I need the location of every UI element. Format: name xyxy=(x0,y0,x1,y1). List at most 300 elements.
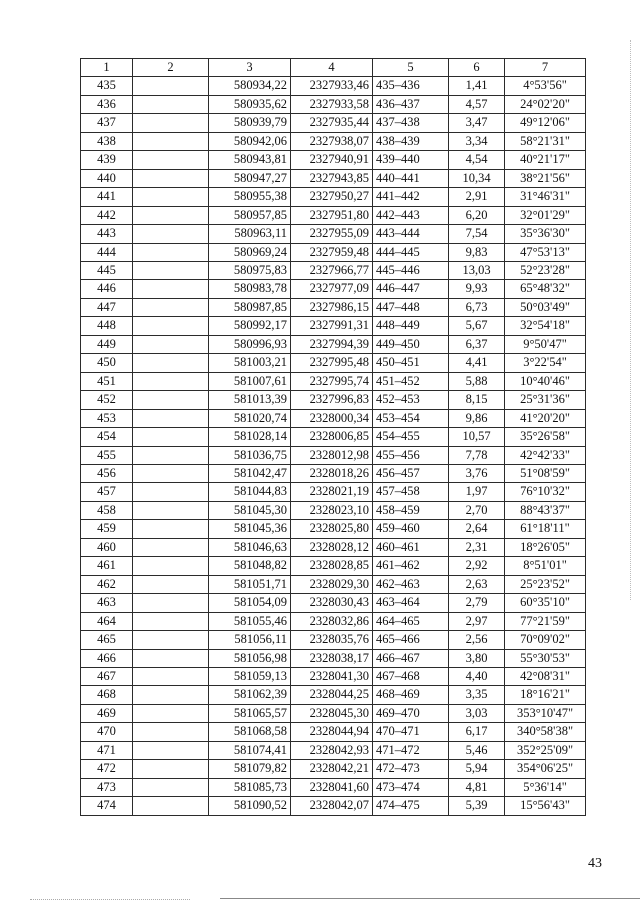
segment-cell: 439–440 xyxy=(373,151,449,169)
blank-cell xyxy=(133,261,209,279)
x-coordinate-cell: 580939,79 xyxy=(209,114,291,132)
distance-cell: 2,64 xyxy=(449,520,505,538)
segment-cell: 449–450 xyxy=(373,335,449,353)
distance-cell: 4,40 xyxy=(449,667,505,685)
x-coordinate-cell: 581013,39 xyxy=(209,391,291,409)
blank-cell xyxy=(133,446,209,464)
column-header: 3 xyxy=(209,59,291,77)
point-number-cell: 469 xyxy=(81,704,133,722)
y-coordinate-cell: 2328041,60 xyxy=(291,778,373,796)
coordinates-table xyxy=(80,58,586,816)
bearing-cell: 3°22'54" xyxy=(505,354,586,372)
table-row xyxy=(81,723,586,741)
x-coordinate-cell: 581020,74 xyxy=(209,409,291,427)
x-coordinate-cell: 581090,52 xyxy=(209,797,291,815)
point-number-cell: 437 xyxy=(81,114,133,132)
bearing-cell: 76°10'32" xyxy=(505,483,586,501)
distance-cell: 9,86 xyxy=(449,409,505,427)
table-row xyxy=(81,335,586,353)
bearing-cell: 354°06'25" xyxy=(505,760,586,778)
point-number-cell: 443 xyxy=(81,225,133,243)
blank-cell xyxy=(133,501,209,519)
x-coordinate-cell: 581003,21 xyxy=(209,354,291,372)
segment-cell: 469–470 xyxy=(373,704,449,722)
segment-cell: 463–464 xyxy=(373,594,449,612)
column-header: 5 xyxy=(373,59,449,77)
table-row xyxy=(81,428,586,446)
distance-cell: 2,79 xyxy=(449,594,505,612)
bearing-cell: 51°08'59" xyxy=(505,464,586,482)
point-number-cell: 458 xyxy=(81,501,133,519)
blank-cell xyxy=(133,169,209,187)
distance-cell: 10,34 xyxy=(449,169,505,187)
distance-cell: 5,39 xyxy=(449,797,505,815)
segment-cell: 471–472 xyxy=(373,741,449,759)
blank-cell xyxy=(133,428,209,446)
y-coordinate-cell: 2328042,07 xyxy=(291,797,373,815)
bearing-cell: 70°09'02" xyxy=(505,631,586,649)
segment-cell: 453–454 xyxy=(373,409,449,427)
table-row xyxy=(81,778,586,796)
distance-cell: 3,03 xyxy=(449,704,505,722)
y-coordinate-cell: 2327996,83 xyxy=(291,391,373,409)
segment-cell: 446–447 xyxy=(373,280,449,298)
table-row xyxy=(81,317,586,335)
y-coordinate-cell: 2328021,19 xyxy=(291,483,373,501)
blank-cell xyxy=(133,594,209,612)
segment-cell: 467–468 xyxy=(373,667,449,685)
point-number-cell: 464 xyxy=(81,612,133,630)
distance-cell: 1,41 xyxy=(449,77,505,95)
table-row xyxy=(81,612,586,630)
segment-cell: 473–474 xyxy=(373,778,449,796)
segment-cell: 459–460 xyxy=(373,520,449,538)
segment-cell: 443–444 xyxy=(373,225,449,243)
bearing-cell: 50°03'49" xyxy=(505,298,586,316)
x-coordinate-cell: 580934,22 xyxy=(209,77,291,95)
x-coordinate-cell: 581062,39 xyxy=(209,686,291,704)
blank-cell xyxy=(133,354,209,372)
bearing-cell: 35°36'30" xyxy=(505,225,586,243)
point-number-cell: 448 xyxy=(81,317,133,335)
bearing-cell: 25°23'52" xyxy=(505,575,586,593)
distance-cell: 3,35 xyxy=(449,686,505,704)
table-row xyxy=(81,188,586,206)
y-coordinate-cell: 2327940,91 xyxy=(291,151,373,169)
distance-cell: 7,54 xyxy=(449,225,505,243)
bearing-cell: 24°02'20" xyxy=(505,95,586,113)
point-number-cell: 474 xyxy=(81,797,133,815)
bearing-cell: 4°53'56" xyxy=(505,77,586,95)
distance-cell: 2,70 xyxy=(449,501,505,519)
y-coordinate-cell: 2327933,58 xyxy=(291,95,373,113)
bearing-cell: 8°51'01" xyxy=(505,557,586,575)
table-row xyxy=(81,391,586,409)
column-header: 7 xyxy=(505,59,586,77)
point-number-cell: 445 xyxy=(81,261,133,279)
distance-cell: 4,54 xyxy=(449,151,505,169)
point-number-cell: 461 xyxy=(81,557,133,575)
x-coordinate-cell: 581068,58 xyxy=(209,723,291,741)
bearing-cell: 25°31'36" xyxy=(505,391,586,409)
y-coordinate-cell: 2328038,17 xyxy=(291,649,373,667)
x-coordinate-cell: 580983,78 xyxy=(209,280,291,298)
blank-cell xyxy=(133,686,209,704)
y-coordinate-cell: 2328045,30 xyxy=(291,704,373,722)
x-coordinate-cell: 581007,61 xyxy=(209,372,291,390)
x-coordinate-cell: 580963,11 xyxy=(209,225,291,243)
point-number-cell: 442 xyxy=(81,206,133,224)
segment-cell: 468–469 xyxy=(373,686,449,704)
y-coordinate-cell: 2327991,31 xyxy=(291,317,373,335)
distance-cell: 5,67 xyxy=(449,317,505,335)
x-coordinate-cell: 581065,57 xyxy=(209,704,291,722)
segment-cell: 448–449 xyxy=(373,317,449,335)
segment-cell: 444–445 xyxy=(373,243,449,261)
distance-cell: 2,56 xyxy=(449,631,505,649)
point-number-cell: 449 xyxy=(81,335,133,353)
blank-cell xyxy=(133,778,209,796)
column-header: 6 xyxy=(449,59,505,77)
bearing-cell: 353°10'47" xyxy=(505,704,586,722)
y-coordinate-cell: 2327938,07 xyxy=(291,132,373,150)
page-number: 43 xyxy=(588,856,602,871)
segment-cell: 438–439 xyxy=(373,132,449,150)
segment-cell: 441–442 xyxy=(373,188,449,206)
x-coordinate-cell: 581051,71 xyxy=(209,575,291,593)
blank-cell xyxy=(133,649,209,667)
x-coordinate-cell: 581056,11 xyxy=(209,631,291,649)
blank-cell xyxy=(133,225,209,243)
bearing-cell: 41°20'20" xyxy=(505,409,586,427)
segment-cell: 436–437 xyxy=(373,95,449,113)
point-number-cell: 457 xyxy=(81,483,133,501)
distance-cell: 2,92 xyxy=(449,557,505,575)
table-row xyxy=(81,594,586,612)
blank-cell xyxy=(133,464,209,482)
y-coordinate-cell: 2328042,93 xyxy=(291,741,373,759)
x-coordinate-cell: 580955,38 xyxy=(209,188,291,206)
y-coordinate-cell: 2327943,85 xyxy=(291,169,373,187)
table-row xyxy=(81,409,586,427)
column-header: 2 xyxy=(133,59,209,77)
point-number-cell: 441 xyxy=(81,188,133,206)
table-header-row xyxy=(81,59,586,77)
x-coordinate-cell: 581059,13 xyxy=(209,667,291,685)
y-coordinate-cell: 2327986,15 xyxy=(291,298,373,316)
distance-cell: 2,97 xyxy=(449,612,505,630)
x-coordinate-cell: 580943,81 xyxy=(209,151,291,169)
distance-cell: 4,57 xyxy=(449,95,505,113)
point-number-cell: 470 xyxy=(81,723,133,741)
table-row xyxy=(81,483,586,501)
point-number-cell: 436 xyxy=(81,95,133,113)
table-row xyxy=(81,520,586,538)
blank-cell xyxy=(133,335,209,353)
distance-cell: 6,37 xyxy=(449,335,505,353)
y-coordinate-cell: 2327966,77 xyxy=(291,261,373,279)
blank-cell xyxy=(133,95,209,113)
y-coordinate-cell: 2328030,43 xyxy=(291,594,373,612)
point-number-cell: 462 xyxy=(81,575,133,593)
bearing-cell: 42°42'33" xyxy=(505,446,586,464)
table-row xyxy=(81,354,586,372)
bearing-cell: 65°48'32" xyxy=(505,280,586,298)
bearing-cell: 42°08'31" xyxy=(505,667,586,685)
bearing-cell: 55°30'53" xyxy=(505,649,586,667)
distance-cell: 13,03 xyxy=(449,261,505,279)
segment-cell: 445–446 xyxy=(373,261,449,279)
point-number-cell: 471 xyxy=(81,741,133,759)
segment-cell: 457–458 xyxy=(373,483,449,501)
table-row xyxy=(81,169,586,187)
point-number-cell: 463 xyxy=(81,594,133,612)
y-coordinate-cell: 2327933,46 xyxy=(291,77,373,95)
segment-cell: 464–465 xyxy=(373,612,449,630)
segment-cell: 442–443 xyxy=(373,206,449,224)
blank-cell xyxy=(133,77,209,95)
point-number-cell: 459 xyxy=(81,520,133,538)
y-coordinate-cell: 2328041,30 xyxy=(291,667,373,685)
x-coordinate-cell: 581028,14 xyxy=(209,428,291,446)
x-coordinate-cell: 581045,36 xyxy=(209,520,291,538)
x-coordinate-cell: 581045,30 xyxy=(209,501,291,519)
point-number-cell: 446 xyxy=(81,280,133,298)
point-number-cell: 466 xyxy=(81,649,133,667)
bearing-cell: 58°21'31" xyxy=(505,132,586,150)
y-coordinate-cell: 2328044,94 xyxy=(291,723,373,741)
table-row xyxy=(81,280,586,298)
distance-cell: 3,47 xyxy=(449,114,505,132)
distance-cell: 5,88 xyxy=(449,372,505,390)
x-coordinate-cell: 581054,09 xyxy=(209,594,291,612)
point-number-cell: 450 xyxy=(81,354,133,372)
y-coordinate-cell: 2327951,80 xyxy=(291,206,373,224)
distance-cell: 7,78 xyxy=(449,446,505,464)
table-row xyxy=(81,686,586,704)
distance-cell: 9,93 xyxy=(449,280,505,298)
blank-cell xyxy=(133,723,209,741)
blank-cell xyxy=(133,280,209,298)
point-number-cell: 465 xyxy=(81,631,133,649)
x-coordinate-cell: 580992,17 xyxy=(209,317,291,335)
blank-cell xyxy=(133,317,209,335)
y-coordinate-cell: 2328032,86 xyxy=(291,612,373,630)
table-row xyxy=(81,464,586,482)
table-row xyxy=(81,446,586,464)
x-coordinate-cell: 581044,83 xyxy=(209,483,291,501)
table-row xyxy=(81,298,586,316)
bearing-cell: 32°01'29" xyxy=(505,206,586,224)
blank-cell xyxy=(133,409,209,427)
segment-cell: 447–448 xyxy=(373,298,449,316)
segment-cell: 451–452 xyxy=(373,372,449,390)
segment-cell: 454–455 xyxy=(373,428,449,446)
y-coordinate-cell: 2328042,21 xyxy=(291,760,373,778)
y-coordinate-cell: 2327950,27 xyxy=(291,188,373,206)
blank-cell xyxy=(133,188,209,206)
y-coordinate-cell: 2328025,80 xyxy=(291,520,373,538)
distance-cell: 1,97 xyxy=(449,483,505,501)
bearing-cell: 60°35'10" xyxy=(505,594,586,612)
blank-cell xyxy=(133,538,209,556)
point-number-cell: 455 xyxy=(81,446,133,464)
segment-cell: 472–473 xyxy=(373,760,449,778)
table-row xyxy=(81,704,586,722)
distance-cell: 3,34 xyxy=(449,132,505,150)
distance-cell: 10,57 xyxy=(449,428,505,446)
distance-cell: 5,94 xyxy=(449,760,505,778)
x-coordinate-cell: 580947,27 xyxy=(209,169,291,187)
blank-cell xyxy=(133,206,209,224)
point-number-cell: 467 xyxy=(81,667,133,685)
x-coordinate-cell: 580942,06 xyxy=(209,132,291,150)
y-coordinate-cell: 2328000,34 xyxy=(291,409,373,427)
point-number-cell: 439 xyxy=(81,151,133,169)
table-row xyxy=(81,261,586,279)
blank-cell xyxy=(133,483,209,501)
point-number-cell: 440 xyxy=(81,169,133,187)
bearing-cell: 9°50'47" xyxy=(505,335,586,353)
point-number-cell: 472 xyxy=(81,760,133,778)
table-row xyxy=(81,631,586,649)
x-coordinate-cell: 580957,85 xyxy=(209,206,291,224)
distance-cell: 5,46 xyxy=(449,741,505,759)
point-number-cell: 438 xyxy=(81,132,133,150)
x-coordinate-cell: 580987,85 xyxy=(209,298,291,316)
point-number-cell: 444 xyxy=(81,243,133,261)
y-coordinate-cell: 2328012,98 xyxy=(291,446,373,464)
segment-cell: 460–461 xyxy=(373,538,449,556)
distance-cell: 4,81 xyxy=(449,778,505,796)
table-row xyxy=(81,760,586,778)
x-coordinate-cell: 581085,73 xyxy=(209,778,291,796)
scan-edge-line xyxy=(630,40,632,600)
x-coordinate-cell: 580969,24 xyxy=(209,243,291,261)
bearing-cell: 49°12'06" xyxy=(505,114,586,132)
point-number-cell: 451 xyxy=(81,372,133,390)
table-row xyxy=(81,372,586,390)
blank-cell xyxy=(133,391,209,409)
blank-cell xyxy=(133,667,209,685)
y-coordinate-cell: 2328029,30 xyxy=(291,575,373,593)
bearing-cell: 77°21'59" xyxy=(505,612,586,630)
distance-cell: 6,73 xyxy=(449,298,505,316)
column-header: 4 xyxy=(291,59,373,77)
table-row xyxy=(81,797,586,815)
segment-cell: 435–436 xyxy=(373,77,449,95)
y-coordinate-cell: 2328023,10 xyxy=(291,501,373,519)
x-coordinate-cell: 581046,63 xyxy=(209,538,291,556)
table-body xyxy=(81,77,586,815)
table-row xyxy=(81,95,586,113)
bearing-cell: 47°53'13" xyxy=(505,243,586,261)
x-coordinate-cell: 581042,47 xyxy=(209,464,291,482)
x-coordinate-cell: 580935,62 xyxy=(209,95,291,113)
segment-cell: 465–466 xyxy=(373,631,449,649)
bearing-cell: 5°36'14" xyxy=(505,778,586,796)
table-row xyxy=(81,741,586,759)
point-number-cell: 454 xyxy=(81,428,133,446)
y-coordinate-cell: 2327977,09 xyxy=(291,280,373,298)
segment-cell: 456–457 xyxy=(373,464,449,482)
bearing-cell: 18°26'05" xyxy=(505,538,586,556)
blank-cell xyxy=(133,760,209,778)
distance-cell: 9,83 xyxy=(449,243,505,261)
table-row xyxy=(81,225,586,243)
distance-cell: 6,17 xyxy=(449,723,505,741)
bearing-cell: 352°25'09" xyxy=(505,741,586,759)
column-header: 1 xyxy=(81,59,133,77)
segment-cell: 455–456 xyxy=(373,446,449,464)
y-coordinate-cell: 2327935,44 xyxy=(291,114,373,132)
y-coordinate-cell: 2328006,85 xyxy=(291,428,373,446)
segment-cell: 440–441 xyxy=(373,169,449,187)
segment-cell: 462–463 xyxy=(373,575,449,593)
point-number-cell: 452 xyxy=(81,391,133,409)
x-coordinate-cell: 581079,82 xyxy=(209,760,291,778)
bearing-cell: 88°43'37" xyxy=(505,501,586,519)
bearing-cell: 15°56'43" xyxy=(505,797,586,815)
blank-cell xyxy=(133,372,209,390)
x-coordinate-cell: 580975,83 xyxy=(209,261,291,279)
y-coordinate-cell: 2327994,39 xyxy=(291,335,373,353)
x-coordinate-cell: 581036,75 xyxy=(209,446,291,464)
bearing-cell: 61°18'11" xyxy=(505,520,586,538)
point-number-cell: 473 xyxy=(81,778,133,796)
segment-cell: 466–467 xyxy=(373,649,449,667)
blank-cell xyxy=(133,704,209,722)
bearing-cell: 18°16'21" xyxy=(505,686,586,704)
y-coordinate-cell: 2327995,74 xyxy=(291,372,373,390)
distance-cell: 8,15 xyxy=(449,391,505,409)
y-coordinate-cell: 2328028,12 xyxy=(291,538,373,556)
footer-line-left xyxy=(30,899,190,900)
distance-cell: 6,20 xyxy=(449,206,505,224)
bearing-cell: 32°54'18" xyxy=(505,317,586,335)
table-row xyxy=(81,649,586,667)
x-coordinate-cell: 581055,46 xyxy=(209,612,291,630)
y-coordinate-cell: 2328028,85 xyxy=(291,557,373,575)
x-coordinate-cell: 581074,41 xyxy=(209,741,291,759)
bearing-cell: 38°21'56" xyxy=(505,169,586,187)
table-row xyxy=(81,206,586,224)
table-row xyxy=(81,77,586,95)
y-coordinate-cell: 2328018,26 xyxy=(291,464,373,482)
blank-cell xyxy=(133,741,209,759)
segment-cell: 437–438 xyxy=(373,114,449,132)
y-coordinate-cell: 2327955,09 xyxy=(291,225,373,243)
blank-cell xyxy=(133,797,209,815)
x-coordinate-cell: 581056,98 xyxy=(209,649,291,667)
x-coordinate-cell: 580996,93 xyxy=(209,335,291,353)
segment-cell: 470–471 xyxy=(373,723,449,741)
point-number-cell: 468 xyxy=(81,686,133,704)
table-row xyxy=(81,114,586,132)
bearing-cell: 10°40'46" xyxy=(505,372,586,390)
distance-cell: 3,76 xyxy=(449,464,505,482)
blank-cell xyxy=(133,557,209,575)
table-row xyxy=(81,557,586,575)
blank-cell xyxy=(133,631,209,649)
segment-cell: 474–475 xyxy=(373,797,449,815)
blank-cell xyxy=(133,575,209,593)
table-row xyxy=(81,667,586,685)
blank-cell xyxy=(133,114,209,132)
distance-cell: 4,41 xyxy=(449,354,505,372)
table-row xyxy=(81,243,586,261)
distance-cell: 2,31 xyxy=(449,538,505,556)
